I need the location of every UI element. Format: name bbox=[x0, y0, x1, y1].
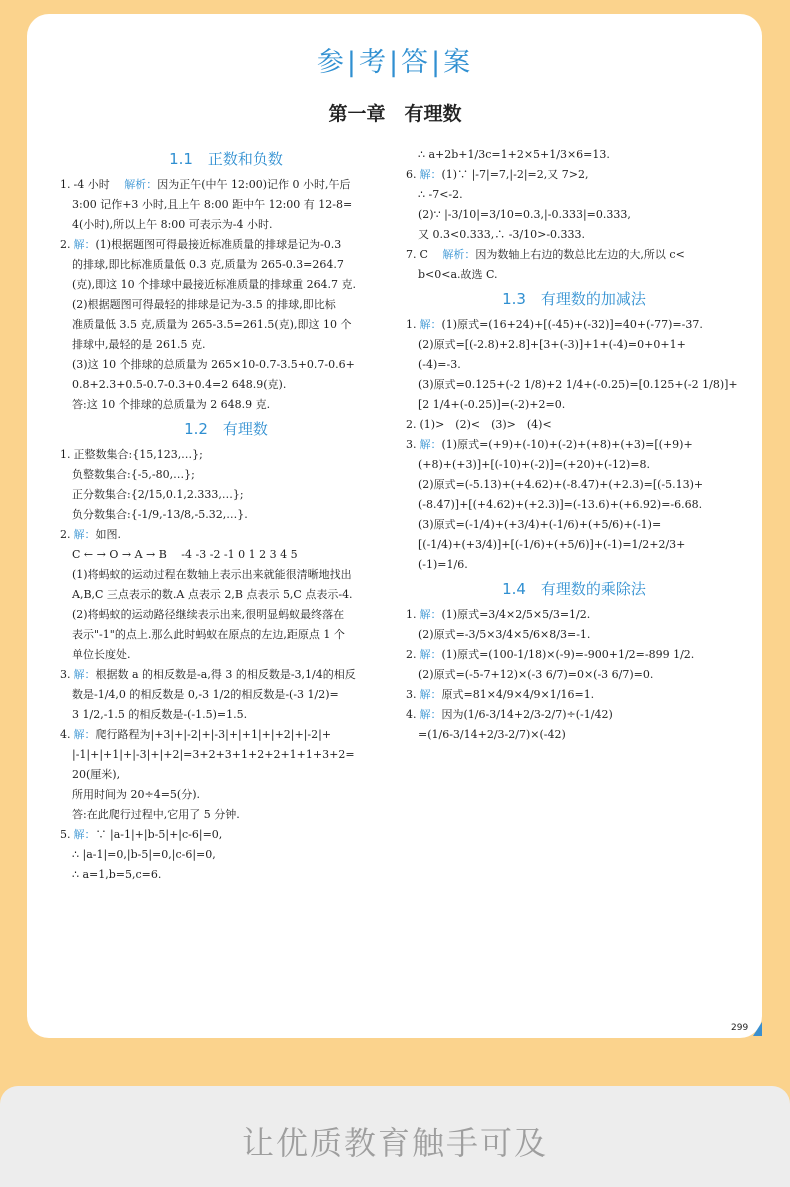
answer-label: 解析： bbox=[120, 178, 158, 191]
page-title: 参|考|答|案 bbox=[316, 47, 474, 78]
section-heading: 1.3 有理数的加减法 bbox=[502, 290, 646, 308]
answer-line: 单位长度处. bbox=[72, 648, 131, 661]
answer-line: 负整数集合:{-5,-80,…}; bbox=[72, 468, 195, 481]
answer-item bbox=[406, 245, 742, 265]
answer-line: ∴ a=1,b=5,c=6. bbox=[72, 868, 162, 881]
answer-item bbox=[406, 415, 742, 435]
answer-line: (2)原式=[(-2.8)+2.8]+[3+(-3)]+1+(-4)=0+0+1+ bbox=[418, 338, 686, 351]
answer-item bbox=[60, 825, 392, 845]
item-lead: -4 小时 bbox=[70, 178, 121, 191]
footer-slogan: 让优质教育触手可及 bbox=[241, 1124, 548, 1162]
answer-line: 又 0.3<0.333,∴ -3/10>-0.333. bbox=[418, 228, 586, 241]
item-text: ∵ |a-1|+|b-5|+|c-6|=0, bbox=[95, 828, 223, 841]
answer-item bbox=[406, 685, 742, 705]
answer-item bbox=[60, 525, 392, 545]
item-number: 2. bbox=[60, 528, 71, 541]
answer-label: 解： bbox=[416, 688, 442, 701]
section-heading: 1.4 有理数的乘除法 bbox=[502, 580, 646, 598]
item-lead: (1)> (2)< (3)> (4)< bbox=[416, 418, 552, 431]
answer-line: A,B,C 三点表示的数.A 点表示 2,B 点表示 5,C 点表示-4. bbox=[72, 588, 353, 601]
item-number: 1. bbox=[60, 448, 71, 461]
answer-item bbox=[60, 445, 392, 465]
item-number: 1. bbox=[60, 178, 71, 191]
item-text: (1)原式=(+9)+(-10)+(-2)+(+8)+(+3)=[(+9)+ bbox=[441, 438, 693, 451]
answer-item bbox=[406, 435, 742, 455]
page-corner-mark bbox=[753, 1022, 762, 1036]
answer-line: (-1)=1/6. bbox=[418, 558, 468, 571]
answer-line: C ← → O → A → B -4 -3 -2 -1 0 1 2 3 4 5 bbox=[72, 548, 298, 561]
item-text: 爬行路程为|+3|+|-2|+|-3|+|+1|+|+2|+|-2|+ bbox=[95, 728, 332, 741]
item-number: 5. bbox=[60, 828, 71, 841]
answer-label: 解： bbox=[416, 708, 442, 721]
item-number: 4. bbox=[60, 728, 71, 741]
answer-line: (2)原式=(-5-7+12)×(-3 6/7)=0×(-3 6/7)=0. bbox=[418, 668, 654, 681]
answer-item bbox=[406, 315, 742, 335]
answer-line: (3)原式=0.125+(-2 1/8)+2 1/4+(-0.25)=[0.125+(-2 1/8)]+ bbox=[418, 378, 738, 391]
answer-line: (3)原式=(-1/4)+(+3/4)+(-1/6)+(+5/6)+(-1)= bbox=[418, 518, 662, 531]
answer-line: 的排球,即比标准质量低 0.3 克,质量为 265-0.3=264.7 bbox=[72, 258, 344, 271]
answer-line: 答:在此爬行过程中,它用了 5 分钟. bbox=[72, 808, 240, 821]
item-number: 2. bbox=[406, 418, 417, 431]
answer-label: 解析： bbox=[438, 248, 476, 261]
answer-line: [(-1/4)+(+3/4)]+[(-1/6)+(+5/6)]+(-1)=1/2+2/3+ bbox=[418, 538, 686, 551]
answer-item bbox=[406, 165, 742, 185]
answer-line: (克),即这 10 个排球中最接近标准质量的排球重 264.7 克. bbox=[72, 278, 357, 291]
answer-label: 解： bbox=[416, 608, 442, 621]
answer-line: (+8)+(+3)]+[(-10)+(-2)]=(+20)+(-12)=8. bbox=[418, 458, 650, 471]
answer-item bbox=[406, 705, 742, 725]
answer-line: b<0<a.故选 C. bbox=[418, 268, 498, 281]
answer-line: =(1/6-3/14+2/3-2/7)×(-42) bbox=[418, 728, 566, 741]
chapter-title: 第一章 有理数 bbox=[328, 103, 462, 125]
answer-line: (1)将蚂蚁的运动过程在数轴上表示出来就能很清晰地找出 bbox=[72, 568, 352, 581]
answer-label: 解： bbox=[416, 438, 442, 451]
answer-line: 负分数集合:{-1/9,-13/8,-5.32,…}. bbox=[72, 508, 248, 521]
item-text: (1)根据题图可得最接近标准质量的排球是记为-0.3 bbox=[95, 238, 342, 251]
item-number: 3. bbox=[406, 438, 417, 451]
answer-line: 所用时间为 20÷4=5(分). bbox=[72, 788, 201, 801]
answer-line: 0.8+2.3+0.5-0.7-0.3+0.4=2 648.9(克). bbox=[72, 378, 287, 391]
section-heading: 1.1 正数和负数 bbox=[169, 150, 283, 168]
answer-line: (3)这 10 个排球的总质量为 265×10-0.7-3.5+0.7-0.6+ bbox=[72, 358, 355, 371]
item-text: 根据数 a 的相反数是-a,得 3 的相反数是-3,1/4的相反 bbox=[95, 668, 356, 681]
answer-line: ∴ -7<-2. bbox=[418, 188, 463, 201]
left-column bbox=[60, 145, 392, 885]
item-lead: C bbox=[416, 248, 439, 261]
answer-line: ∴ a+2b+1/3c=1+2×5+1/3×6=13. bbox=[418, 148, 610, 161]
answer-line: 20(厘米), bbox=[72, 768, 121, 781]
item-text: 因为正午(中午 12:00)记作 0 小时,午后 bbox=[157, 178, 351, 191]
item-number: 1. bbox=[406, 318, 417, 331]
answer-line: (2)根据题图可得最轻的排球是记为-3.5 的排球,即比标 bbox=[72, 298, 336, 311]
answer-line: (-8.47)]+[(+4.62)+(+2.3)]=(-13.6)+(+6.92)=-6.68. bbox=[418, 498, 703, 511]
answer-label: 解： bbox=[70, 728, 96, 741]
right-column bbox=[406, 145, 742, 745]
item-text: (1)原式=(100-1/18)×(-9)=-900+1/2=-899 1/2. bbox=[441, 648, 695, 661]
answer-line: (2)原式=(-5.13)+(+4.62)+(-8.47)+(+2.3)=[(-5.13)+ bbox=[418, 478, 704, 491]
item-number: 3. bbox=[60, 668, 71, 681]
answer-line: (-4)=-3. bbox=[418, 358, 461, 371]
item-number: 6. bbox=[406, 168, 417, 181]
item-text: 因为(1/6-3/14+2/3-2/7)÷(-1/42) bbox=[441, 708, 613, 721]
item-text: (1)原式=(16+24)+[(-45)+(-32)]=40+(-77)=-37. bbox=[441, 318, 703, 331]
answer-label: 解： bbox=[70, 528, 96, 541]
answer-line: |-1|+|+1|+|-3|+|+2|=3+2+3+1+2+2+1+1+3+2= bbox=[72, 748, 355, 761]
answer-line: 答:这 10 个排球的总质量为 2 648.9 克. bbox=[72, 398, 271, 411]
answer-item bbox=[60, 665, 392, 685]
item-text: 如图. bbox=[95, 528, 121, 541]
answer-line: 3:00 记作+3 小时,且上午 8:00 距中午 12:00 有 12-8= bbox=[72, 198, 353, 211]
answer-label: 解： bbox=[416, 168, 442, 181]
item-lead: 正整数集合:{15,123,…}; bbox=[70, 448, 203, 461]
answer-label: 解： bbox=[70, 238, 96, 251]
item-text: (1)∵ |-7|=7,|-2|=2,又 7>2, bbox=[441, 168, 589, 181]
answer-line: 正分数集合:{2/15,0.1,2.333,…}; bbox=[72, 488, 244, 501]
answer-item bbox=[406, 605, 742, 625]
item-number: 2. bbox=[60, 238, 71, 251]
section-heading: 1.2 有理数 bbox=[184, 420, 268, 438]
answer-line: 3 1/2,-1.5 的相反数是-(-1.5)=1.5. bbox=[72, 708, 248, 721]
answer-item bbox=[60, 235, 392, 255]
item-number: 1. bbox=[406, 608, 417, 621]
answer-line: 数是-1/4,0 的相反数是 0,-3 1/2的相反数是-(-3 1/2)= bbox=[72, 688, 339, 701]
answer-line: 表示"-1"的点上.那么此时蚂蚁在原点的左边,距原点 1 个 bbox=[72, 628, 345, 641]
answer-label: 解： bbox=[70, 668, 96, 681]
answer-label: 解： bbox=[416, 318, 442, 331]
answer-line: (2)∵ |-3/10|=3/10=0.3,|-0.333|=0.333, bbox=[418, 208, 631, 221]
answer-line: (2)原式=-3/5×3/4×5/6×8/3=-1. bbox=[418, 628, 591, 641]
page-number: 299 bbox=[731, 1023, 749, 1033]
item-number: 3. bbox=[406, 688, 417, 701]
answer-line: (2)将蚂蚁的运动路径继续表示出来,很明显蚂蚁最终落在 bbox=[72, 608, 345, 621]
answer-label: 解： bbox=[416, 648, 442, 661]
answer-label: 解： bbox=[70, 828, 96, 841]
answer-line: ∴ |a-1|=0,|b-5|=0,|c-6|=0, bbox=[72, 848, 216, 861]
item-number: 2. bbox=[406, 648, 417, 661]
answer-line: 4(小时),所以上午 8:00 可表示为-4 小时. bbox=[72, 218, 273, 231]
item-number: 4. bbox=[406, 708, 417, 721]
item-number: 7. bbox=[406, 248, 417, 261]
answer-item bbox=[60, 175, 392, 195]
item-text: 因为数轴上右边的数总比左边的大,所以 c< bbox=[475, 248, 685, 261]
answer-item bbox=[406, 645, 742, 665]
item-text: (1)原式=3/4×2/5×5/3=1/2. bbox=[441, 608, 591, 621]
item-text: 原式=81×4/9×4/9×1/16=1. bbox=[441, 688, 595, 701]
answer-line: 排球中,最轻的是 261.5 克. bbox=[72, 338, 206, 351]
answer-line: [2 1/4+(-0.25)]=(-2)+2=0. bbox=[418, 398, 566, 411]
answer-item bbox=[60, 725, 392, 745]
answer-line: 准质量低 3.5 克,质量为 265-3.5=261.5(克),即这 10 个 bbox=[72, 318, 352, 331]
